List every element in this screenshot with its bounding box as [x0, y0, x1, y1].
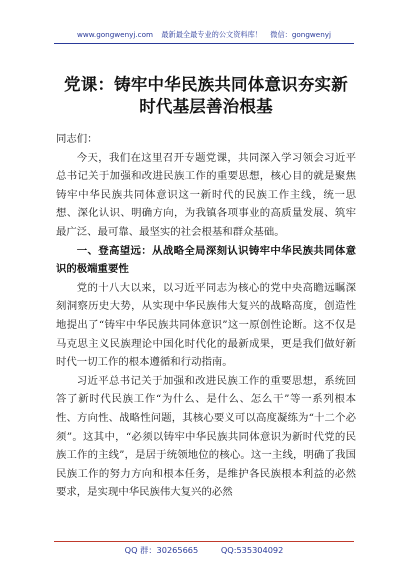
footer-banner: [0, 545, 408, 556]
wechat-id: 微信：gongwenyj: [270, 30, 332, 39]
section-heading: 一、登高望远：从战略全局深刻认识铸牢中华民族共同体意识的极端重要性: [56, 244, 356, 276]
site-url[interactable]: www.gongwenyj.com: [76, 30, 154, 39]
document-title: 党课：铸牢中华民族共同体意识夯实新时代基层善治根基: [64, 75, 348, 116]
paragraph: 党的十八大以来，以习近平同志为核心的党中央高瞻远瞩深刻洞察历史大势，从实现中华民族伟大复兴的战略高度，创造性地提出了“铸牢中华民族共同体意识”这一原创性论断。这不仅是马克思主义民族理论中国化时代化的最新成果，更是我们做好新时代一切工作的根本遵循和行动指南。: [56, 281, 356, 369]
salutation: 同志们：: [56, 133, 98, 145]
qq-contact: QQ:535304092: [220, 545, 284, 555]
footer-divider: [54, 541, 354, 542]
paragraph: 习近平总书记关于加强和改进民族工作的重要思想，系统回答了新时代民族工作“为什么、是什么、怎么干”等一系列根本性、方向性、战略性问题，其核心要义可以高度凝练为“十二个必须”。这其中，“必须以铸牢中华民族共同体意识为新时代党的民族工作的主线”，是居于统领地位的核心。这一主线，明确了我国民族工作的努力方向和根本任务，是维护各民族根本利益的必然要求，是实现中华民族伟大复兴的必然: [56, 374, 356, 499]
header-banner: [0, 30, 408, 40]
site-slogan: 最新最全最专业的公文资料库！: [161, 30, 262, 39]
paragraph: 今天，我们在这里召开专题党课，共同深入学习领会习近平总书记关于加强和改进民族工作的重要思想，核心目的就是聚焦铸牢中华民族共同体意识这一新时代的民族工作主线，统一思想、深化认识、明确方向，为我镇各项事业的高质量发展、筑牢最广泛、最可靠、最坚实的社会根基和群众基础。: [56, 151, 356, 238]
document-body: [56, 130, 356, 502]
header-divider: [54, 43, 354, 44]
qq-group: QQ 群：30265665: [124, 545, 199, 555]
